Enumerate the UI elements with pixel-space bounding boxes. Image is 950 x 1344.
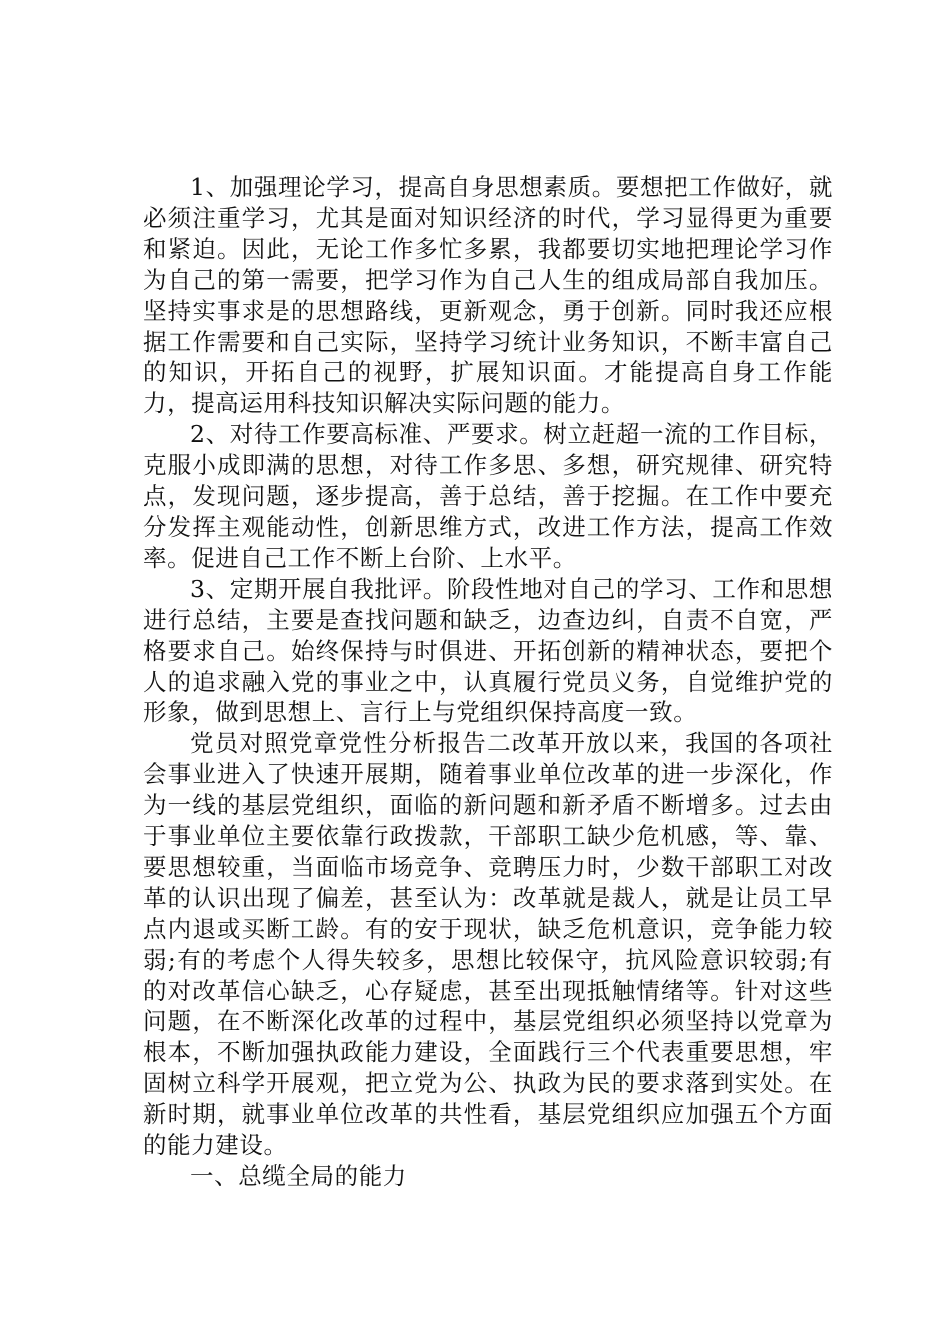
document-body [143, 172, 833, 1192]
paragraph-2: 2、对待工作要高标准、严要求。树立赶超一流的工作目标，克服小成即满的思想，对待工作多思、多想，研究规律、研究特点，发现问题，逐步提高，善于总结，善于挖掘。在工作中要充分发挥主观能动性，创新思维方式，改进工作方法，提高工作效率。促进自己工作不断上台阶、上水平。 [143, 420, 833, 572]
paragraph-3: 3、定期开展自我批评。阶段性地对自己的学习、工作和思想进行总结，主要是查找问题和缺乏，边查边纠，自责不自宽，严格要求自己。始终保持与时俱进、开拓创新的精神状态，要把个人的追求融入党的事业之中，认真履行党员义务，自觉维护党的形象，做到思想上、言行上与党组织保持高度一致。 [143, 574, 833, 727]
section-heading: 一、总缆全局的能力 [190, 1162, 407, 1190]
paragraph-4: 党员对照党章党性分析报告二改革开放以来，我国的各项社会事业进入了快速开展期，随着事业单位改革的进一步深化，作为一线的基层党组织，面临的新问题和新矛盾不断增多。过去由于事业单位主要依靠行政拨款，干部职工缺少危机感，等、靠、要思想较重，当面临市场竞争、竞聘压力时，少数干部职工对改革的认识出现了偏差，甚至认为：改革就是裁人，就是让员工早点内退或买断工龄。有的安于现状，缺乏危机意识，竞争能力较弱;有的考虑个人得失较多，思想比较保守，抗风险意识较弱;有的对改革信心缺乏，心存疑虑，甚至出现抵触情绪等。针对这些问题，在不断深化改革的过程中，基层党组织必须坚持以党章为根本，不断加强执政能力建设，全面践行三个代表重要思想，牢固树立科学开展观，把立党为公、执政为民的要求落到实处。在新时期，就事业单位改革的共性看，基层党组织应加强五个方面的能力建设。 [143, 729, 833, 1160]
paragraph-1: 1、加强理论学习，提高自身思想素质。要想把工作做好，就必须注重学习，尤其是面对知识经济的时代，学习显得更为重要和紧迫。因此，无论工作多忙多累，我都要切实地把理论学习作为自己的第一需要，把学习作为自己人生的组成局部自我加压。坚持实事求是的思想路线，更新观念，勇于创新。同时我还应根据工作需要和自己实际，坚持学习统计业务知识，不断丰富自己的知识，开拓自己的视野，扩展知识面。才能提高自身工作能力，提高运用科技知识解决实际问题的能力。 [143, 173, 833, 418]
